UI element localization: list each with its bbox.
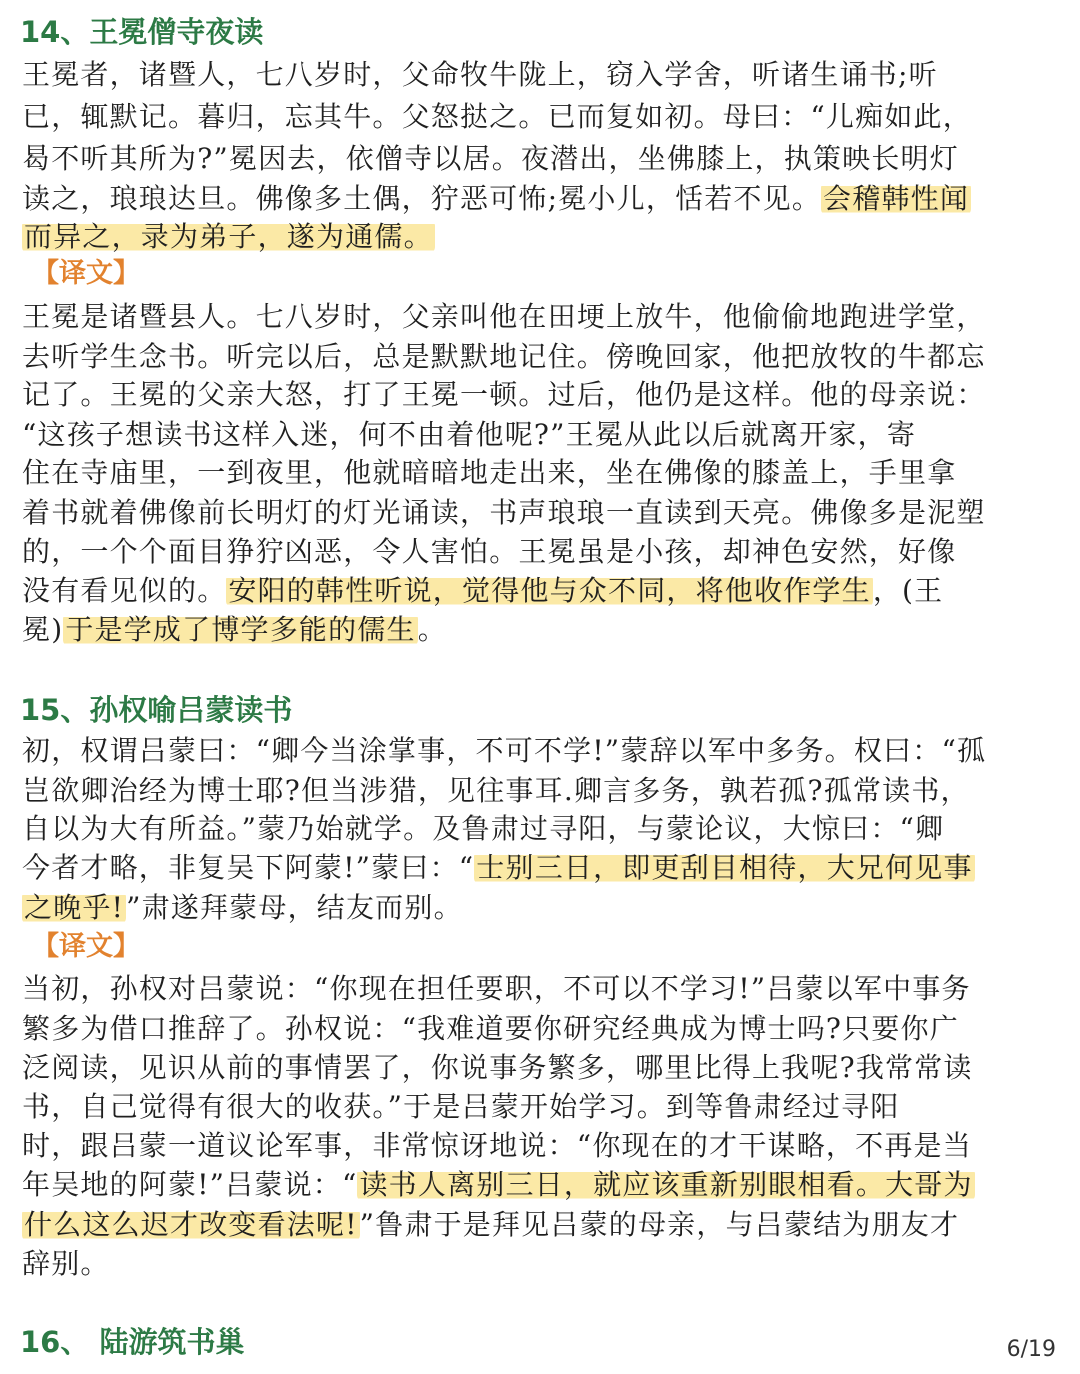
- s14-translation-line: 记了。王冕的父亲大怒，打了王冕一顿。过后，他仍是这样。他的母亲说：: [22, 378, 986, 411]
- s15-original-line: 初，权谓吕蒙曰：“卿今当涂掌事，不可不学!”蒙辞以军中多务。权曰：“孤: [22, 734, 987, 767]
- s15-original-text: ”肃遂拜蒙母，结友而别。: [126, 891, 463, 924]
- s15-translation-label: 【译文】: [32, 931, 140, 962]
- s14-original-line: 曷不听其所为?”冕因去，依僧寺以居。夜潜出，坐佛膝上，执策映长明灯: [22, 142, 959, 175]
- s15-translation-line: 繁多为借口推辞了。孙权说：“我难道要你研究经典成为博士吗?只要你广: [22, 1012, 959, 1045]
- s14-translation-line: 住在寺庙里，一到夜里，他就暗暗地走出来，坐在佛像的膝盖上，手里拿: [22, 456, 957, 489]
- s15-original-line: [22, 849, 1062, 887]
- s14-original-line: 王冕者，诸暨人，七八岁时，父命牧牛陇上，窃入学舍，听诸生诵书;听: [22, 58, 938, 91]
- s15-translation-text: 年吴地的阿蒙!”吕蒙说：“: [22, 1168, 358, 1201]
- s15-translation-line: [22, 1206, 1062, 1244]
- s14-original-line: [22, 180, 1062, 218]
- s14-translation-label: 【译文】: [32, 258, 140, 289]
- section-16-title: 16、 陆游筑书巢: [20, 1325, 245, 1359]
- s14-translation-highlight: 于是学成了博学多能的儒生: [65, 613, 416, 646]
- s14-translation-text: 没有看见似的。: [22, 574, 227, 607]
- s15-original-line: 自以为大有所益。”蒙乃始就学。及鲁肃过寻阳，与蒙论议，大惊曰：“卿: [22, 812, 945, 845]
- s14-translation-line: 王冕是诸暨县人。七八岁时，父亲叫他在田埂上放牛，他偷偷地跑进学堂，: [22, 300, 986, 333]
- s14-original-highlight: 会稽韩性闻: [823, 182, 970, 215]
- s15-original-line: 岂欲卿治经为博士耶?但当涉猎，见往事耳.卿言多务，孰若孤?孤常读书，: [22, 774, 970, 807]
- s15-translation-line: 辞别。: [22, 1247, 110, 1280]
- s15-translation-text: ”鲁肃于是拜见吕蒙的母亲，与吕蒙结为朋友才: [359, 1208, 960, 1241]
- s15-original-line: [22, 889, 1062, 927]
- s14-translation-line: 的，一个个面目狰狞凶恶，令人害怕。王冕虽是小孩，却神色安然，好像: [22, 535, 957, 568]
- s14-translation-line: “这孩子想读书这样入迷，何不由着他呢?”王冕从此以后就离开家，寄: [22, 418, 917, 451]
- s15-translation-line: [22, 1166, 1062, 1204]
- s15-translation-line: 泛阅读，见识从前的事情罢了，你说事务繁多，哪里比得上我呢?我常常读: [22, 1051, 973, 1084]
- section-14-title: 14、王冕僧寺夜读: [20, 15, 264, 49]
- s15-translation-line: 当初，孙权对吕蒙说：“你现在担任要职，不可以不学习!”吕蒙以军中事务: [22, 972, 971, 1005]
- s14-translation-line: [22, 611, 1062, 649]
- page-number: 6/19: [1006, 1337, 1056, 1362]
- s14-translation-line: 着书就着佛像前长明灯的灯光诵读，书声琅琅一直读到天亮。佛像多是泥塑: [22, 496, 986, 529]
- s14-translation-text: 冕): [22, 613, 64, 646]
- section-15-title: 15、孙权喻吕蒙读书: [20, 693, 293, 727]
- s15-translation-line: 书，自己觉得有很大的收获。”于是吕蒙开始学习。到等鲁肃经过寻阳: [22, 1090, 900, 1123]
- s14-original-text: 读之，琅琅达旦。佛像多土偶，狞恶可怖;冕小儿，恬若不见。: [22, 182, 822, 215]
- s15-original-highlight: 之晚乎!: [24, 891, 125, 924]
- s15-translation-line: 时，跟吕蒙一道议论军事，非常惊讶地说：“你现在的才干谋略，不再是当: [22, 1129, 972, 1162]
- s14-translation-line: [22, 572, 1062, 610]
- s14-original-highlight: 而异之，录为弟子，遂为通儒。: [24, 220, 433, 253]
- s14-original-line: 已，辄默记。暮归，忘其牛。父怒挞之。已而复如初。母曰：“儿痴如此，: [22, 100, 972, 133]
- s14-original-line: [22, 218, 1062, 256]
- s14-translation-highlight: 安阳的韩性听说，觉得他与众不同，将他收作学生: [228, 574, 871, 607]
- s15-translation-highlight: 什么这么迟才改变看法呢!: [24, 1208, 358, 1241]
- s15-translation-highlight: 读书人离别三日，就应该重新别眼相看。大哥为: [359, 1168, 973, 1201]
- s14-translation-text: 。: [417, 613, 447, 646]
- s15-original-text: 今者才略，非复吴下阿蒙!”蒙曰：“: [22, 851, 475, 884]
- s14-translation-line: 去听学生念书。听完以后，总是默默地记住。傍晚回家，他把放牧的牛都忘: [22, 340, 986, 373]
- s15-original-highlight: 士别三日，即更刮目相待，大兄何见事: [476, 851, 973, 884]
- s14-translation-text: ，(王: [872, 574, 944, 607]
